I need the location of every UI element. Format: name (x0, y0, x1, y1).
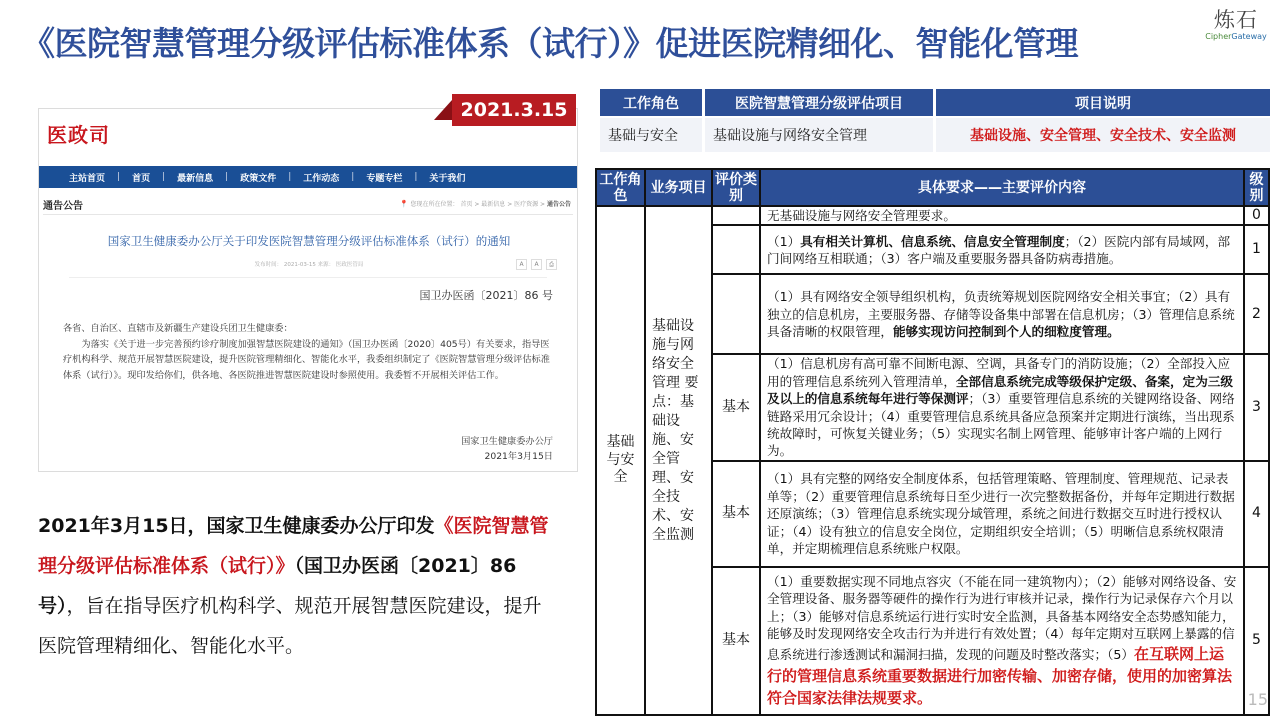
header-item: 医院智慧管理分级评估项目 (705, 89, 933, 116)
document-title: 国家卫生健康委办公厅关于印发医院智慧管理分级评估标准体系（试行）的通知 (107, 234, 511, 248)
cell-desc: 基础设施、安全管理、安全技术、安全监测 (936, 118, 1270, 152)
nav-item[interactable]: 首页 (132, 173, 151, 184)
website-screenshot (38, 108, 578, 472)
website-nav (39, 166, 578, 188)
cell-item: 基础设施与网络安全管理 (705, 118, 933, 152)
logo-cn: 炼石 (1214, 8, 1258, 32)
document-body (63, 321, 557, 383)
nav-item[interactable]: 关于我们 (429, 173, 466, 184)
header-level: 级别 (1244, 169, 1269, 206)
cell-requirements: （1）具有网络安全领导组织机构，负责统筹规划医院网络安全相关事宜；（2）具有独立的信息机房，主要服务器、存储等设备集中部署在信息机房；（3）管理信息系统具备清晰的权限管理，能够实现访问控制到个人的细粒度管理。 (760, 274, 1244, 354)
cell-level: 0 (1244, 206, 1269, 225)
nav-separator: | (225, 172, 229, 182)
nav-separator: | (414, 172, 418, 182)
nav-item[interactable]: 最新信息 (177, 173, 214, 184)
cell-category (712, 225, 760, 274)
cell-category (712, 274, 760, 354)
cell-role: 基础与安全 (596, 206, 645, 715)
cell-business: 基础设施与网络安全管理 要点：基础设施、安全管理、安全技术、安全监测 (645, 206, 712, 715)
cell-requirements: （1）具有相关计算机、信息系统、信息安全管理制度；（2）医院内部有局域网，部门间网络互相联通；（3）客户端及重要服务器具备防病毒措施。 (760, 225, 1244, 274)
cell-requirements: 无基础设施与网络安全管理要求。 (760, 206, 1244, 225)
nav-separator: | (288, 172, 292, 182)
page-number: 15 (1247, 690, 1268, 709)
overview-table (597, 87, 1273, 154)
slide-title: 《医院智慧管理分级评估标准体系（试行）》促进医院精细化、智能化管理 (22, 24, 1078, 63)
date-badge: 2021.3.15 (452, 94, 576, 126)
cell-category: 基本 (712, 354, 760, 460)
font-tools (516, 259, 557, 270)
cell-requirements: （1）重要数据实现不同地点容灾（不能在同一建筑物内）；（2）能够对网络设备、安全管理设备、服务器等硬件的操作行为进行审核并记录，操作行为记录保存六个月以上；（3）能够对信息系统运行进行实时安全监测，具备基本网络安全态势感知能力，能够及时发现网络安全攻击行为并进行有效处置；（4）每年定期对互联网上暴露的信息系统进行渗透测试和漏洞扫描，发现的问题及时整改落实；（5）在互联网上运行的管理信息系统重要数据进行加密传输、加密存储，使用的加密算法符合国家法律法规要求。 (760, 567, 1244, 715)
header-role: 工作角色 (600, 89, 702, 116)
summary-text: 2021年3月15日，国家卫生健康委办公厅印发《医院智慧管理分级评估标准体系（试行）》（国卫办医函〔2021〕86 号），旨在指导医疗机构科学、规范开展智慧医院建设，提升医院管理精细化、智能化水平。 (38, 515, 549, 657)
breadcrumb: 📍 您现在所在位置： 首页 > 最新信息 > 医疗资源 > 通告公告 (399, 200, 571, 208)
nav-item[interactable]: 主站首页 (69, 173, 106, 184)
nav-item[interactable]: 专题专栏 (366, 173, 403, 184)
signature: 国家卫生健康委办公厅 2021年3月15日 (461, 436, 553, 462)
location-pin-icon: 📍 (399, 200, 409, 208)
header-desc: 项目说明 (936, 89, 1270, 116)
cell-level: 4 (1244, 461, 1269, 567)
cell-role: 基础与安全 (600, 118, 702, 152)
font-increase-button[interactable]: A (531, 259, 542, 270)
table-row (596, 206, 1269, 225)
cell-level: 5 (1244, 567, 1269, 715)
document-number: 国卫办医函〔2021〕86 号 (419, 289, 553, 302)
header-requirements: 具体要求——主要评价内容 (760, 169, 1244, 206)
font-decrease-button[interactable]: A (516, 259, 527, 270)
cell-category (712, 206, 760, 225)
header-business: 业务项目 (645, 169, 712, 206)
cell-level: 1 (1244, 225, 1269, 274)
section-title: 通告公告 (43, 201, 83, 212)
header-role: 工作角色 (596, 169, 645, 206)
body-paragraph: 为落实《关于进一步完善预约诊疗制度加强智慧医院建设的通知》（国卫办医函〔2020〕405号）有关要求，指导医疗机构科学、规范开展智慧医院建设，提升医院管理精细化、智能化水平，我委组织制定了《医院智慧管理分级评估标准体系（试行）》。现印发给你们，供各地、各医院推进智慧医院建设时参照使用。我委暂不开展相关评估工作。 (63, 338, 550, 381)
nav-separator: | (162, 172, 166, 182)
company-logo (1196, 8, 1276, 42)
cell-level: 3 (1244, 354, 1269, 460)
website-brand: 医政司 (47, 123, 110, 147)
logo-en: CipherGateway (1205, 32, 1267, 41)
nav-separator: | (351, 172, 355, 182)
cell-requirements: （1）信息机房有高可靠不间断电源、空调，具备专门的消防设施；（2）全部投入应用的管理信息系统列入管理清单，全部信息系统完成等级保护定级、备案，定为三级及以上的信息系统每年进行等保测评；（3）重要管理信息系统的关键网络设备、网络链路采用冗余设计；（4）重要管理信息系统具备应急预案并定期进行演练，当出现系统故障时，可恢复关键业务；（5）实现实名制上网管理、能够审计客户端的上网行为。 (760, 354, 1244, 460)
nav-item[interactable]: 工作动态 (303, 173, 340, 184)
cell-category: 基本 (712, 461, 760, 567)
cell-category: 基本 (712, 567, 760, 715)
header-category: 评价类别 (712, 169, 760, 206)
cell-level: 2 (1244, 274, 1269, 354)
document-meta: 发布时间： 2021-03-15 来源： 医政医管局 (254, 262, 364, 268)
cell-requirements: （1）具有完整的网络安全制度体系，包括管理策略、管理制度、管理规范、记录表单等；（2）重要管理信息系统每日至少进行一次完整数据备份，并每年定期进行数据还原演练；（3）管理信息系统实现分域管理，系统之间进行数据交互时进行授权认证；（4）设有独立的信息安全岗位，定期组织安全培训；（5）明晰信息系统权限清单，并定期梳理信息系统账户权限。 (760, 461, 1244, 567)
nav-separator: | (117, 172, 121, 182)
divider (43, 214, 573, 215)
divider (69, 277, 547, 278)
nav-item[interactable]: 政策文件 (240, 173, 277, 184)
print-icon[interactable]: ⎙ (546, 259, 557, 270)
detail-table (595, 168, 1270, 716)
salutation: 各省、自治区、直辖市及新疆生产建设兵团卫生健康委： (63, 323, 293, 334)
